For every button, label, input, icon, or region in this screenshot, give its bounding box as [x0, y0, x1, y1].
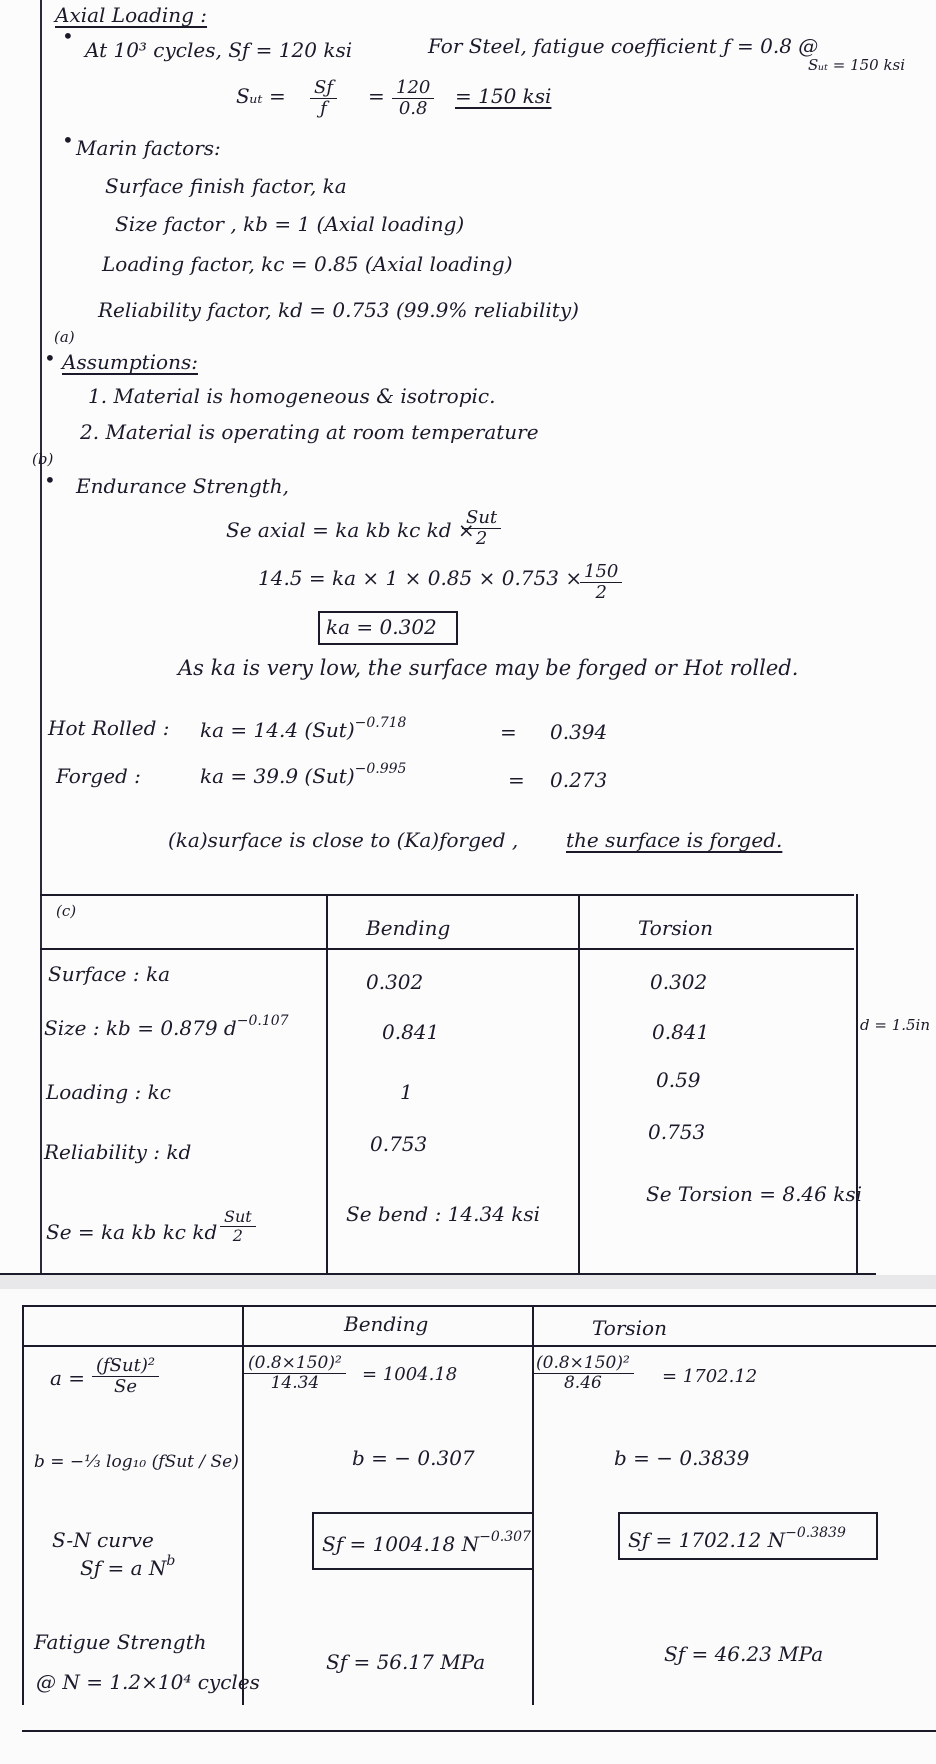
sut-equals: =	[368, 84, 385, 108]
table-rule	[22, 1730, 936, 1732]
a-bending-value: = 1004.18	[362, 1364, 458, 1385]
se-bend-value: Se bend : 14.34 ksi	[346, 1202, 541, 1226]
cell-bending-reliability: 0.753	[370, 1132, 428, 1156]
table-rule	[40, 894, 854, 896]
sn-torsion-equation	[628, 1525, 846, 1552]
hot-rolled-eqsign: =	[500, 720, 517, 744]
table-rule	[22, 1345, 936, 1347]
steel-note: For Steel, fatigue coefficient ƒ = 0.8 @	[428, 34, 819, 58]
se-substitution-fraction	[580, 562, 622, 603]
forged-equation-text: ka = 39.9 (Sut)	[200, 764, 355, 788]
hot-rolled-label: Hot Rolled :	[48, 716, 170, 740]
cycles-line: At 10³ cycles, Sƒ = 120 ksi	[85, 38, 353, 62]
a-torsion-numerator: (0.8×150)²	[532, 1354, 634, 1374]
forged-eqsign: =	[508, 768, 525, 792]
cell-bending-loading: 1	[400, 1080, 413, 1104]
se-formula-fraction	[220, 1208, 256, 1244]
b-label: b = −⅓ log₁₀ (ƒSut / Se)	[34, 1452, 239, 1472]
surface-factor-line: Surface finish factor, ka	[105, 174, 347, 198]
se-substitution: 14.5 = ka × 1 × 0.85 × 0.753 ×	[258, 566, 583, 590]
row-label-size	[44, 1013, 289, 1040]
se-axial-fraction	[462, 508, 501, 549]
a-label: a =	[50, 1366, 86, 1390]
cell-torsion-surface: 0.302	[650, 970, 708, 994]
se-substitution-denominator: 2	[595, 581, 607, 603]
sn-torsion-exponent: −0.3839	[785, 1525, 846, 1541]
a-bending-fraction	[244, 1354, 346, 1392]
a-torsion-value: = 1702.12	[662, 1366, 758, 1387]
sut-value-numerator: 120	[392, 78, 434, 99]
fs-torsion-value: Sƒ = 46.23 MPa	[664, 1642, 824, 1666]
cell-torsion-loading: 0.59	[656, 1068, 701, 1092]
sn-curve-formula-text: Sƒ = a N	[80, 1556, 167, 1580]
se-axial-denominator: 2	[475, 527, 488, 549]
table-divider	[326, 894, 328, 1274]
row-label-reliability: Reliability : kd	[44, 1140, 192, 1164]
sut-value-fraction	[392, 78, 434, 119]
bullet: •	[62, 128, 74, 152]
se-torsion-value: Se Torsion = 8.46 ksi	[646, 1182, 863, 1206]
table-divider	[856, 894, 858, 1274]
conclusion-text: (ka)surface is close to (Ka)forged ,	[168, 828, 519, 852]
hot-rolled-exponent: −0.718	[354, 715, 407, 731]
fs-bending-value: Sƒ = 56.17 MPa	[326, 1650, 486, 1674]
se-formula-label: Se = ka kb kc kd	[46, 1220, 218, 1244]
a-torsion-denominator: 8.46	[563, 1372, 602, 1393]
marin-heading: Marin factors:	[76, 136, 221, 160]
conclusion-forged: the surface is forged.	[566, 828, 783, 852]
axial-loading-heading: Axial Loading :	[55, 3, 208, 27]
column-header-torsion: Torsion	[592, 1316, 667, 1340]
cell-bending-surface: 0.302	[366, 970, 424, 994]
a-bending-denominator: 14.34	[270, 1372, 320, 1393]
table-divider	[22, 1305, 24, 1705]
margin-line	[40, 0, 42, 1275]
forged-exponent: −0.995	[354, 761, 407, 777]
ka-low-note: As ka is very low, the surface may be forged or Hot rolled.	[178, 656, 799, 680]
label-b: (b)	[32, 450, 54, 468]
sn-curve-exponent: b	[166, 1553, 176, 1569]
sn-torsion-text: Sƒ = 1702.12 N	[628, 1528, 786, 1552]
assumption-1: 1. Material is homogeneous & isotropic.	[88, 384, 496, 408]
se-formula-denominator: 2	[232, 1225, 243, 1245]
sut-fraction-denominator: ƒ	[320, 97, 327, 119]
sn-curve-formula	[80, 1553, 176, 1580]
bullet: •	[44, 468, 56, 492]
forged-equation	[200, 761, 407, 788]
b-torsion-value: b = − 0.3839	[614, 1446, 750, 1470]
sheet-gap	[0, 1275, 936, 1289]
label-c: (c)	[56, 902, 77, 920]
a-label-numerator: (ƒSut)²	[92, 1356, 159, 1377]
a-label-denominator: Se	[114, 1375, 138, 1397]
sut-note: Sᵤₜ = 150 ksi	[808, 56, 906, 74]
size-factor-line: Size factor , kb = 1 (Axial loading)	[115, 212, 465, 236]
label-a: (a)	[54, 328, 75, 346]
a-bending-numerator: (0.8×150)²	[244, 1354, 346, 1374]
row-label-loading: Loading : kc	[46, 1080, 171, 1104]
loading-factor-line: Loading factor, kc = 0.85 (Axial loading)	[102, 252, 513, 276]
sn-curve-label: S-N curve	[52, 1528, 154, 1552]
se-axial-equation: Se axial = ka kb kc kd ×	[226, 518, 475, 542]
column-header-bending: Bending	[344, 1312, 429, 1336]
hot-rolled-equation	[200, 715, 407, 742]
column-header-torsion: Torsion	[638, 916, 713, 940]
reliability-factor-line: Reliability factor, kd = 0.753 (99.9% reliability)	[98, 298, 579, 322]
sn-bending-exponent: −0.307	[479, 1529, 531, 1545]
sut-value-denominator: 0.8	[398, 97, 428, 119]
sn-bending-text: Sƒ = 1004.18 N	[322, 1532, 480, 1556]
size-exponent: −0.107	[236, 1013, 289, 1029]
fatigue-strength-label: Fatigue Strength	[34, 1630, 207, 1654]
se-axial-numerator: Sut	[462, 508, 501, 529]
sut-fraction-numerator: Sƒ	[310, 78, 337, 99]
forged-value: 0.273	[550, 768, 608, 792]
sut-result: = 150 ksi	[455, 84, 552, 108]
endurance-heading: Endurance Strength,	[76, 474, 290, 498]
table-rule	[40, 948, 854, 950]
bullet: •	[44, 346, 56, 370]
b-bending-value: b = − 0.307	[352, 1446, 475, 1470]
column-header-bending: Bending	[366, 916, 451, 940]
sn-bending-equation	[322, 1529, 531, 1556]
assumption-2: 2. Material is operating at room temperature	[80, 420, 539, 444]
sut-fraction	[310, 78, 337, 119]
se-substitution-numerator: 150	[580, 562, 622, 583]
fatigue-strength-cycles: @ N = 1.2×10⁴ cycles	[36, 1670, 260, 1694]
row-label-surface: Surface : ka	[48, 962, 171, 986]
se-formula-numerator: Sut	[220, 1208, 256, 1227]
hot-rolled-equation-text: ka = 14.4 (Sut)	[200, 718, 355, 742]
a-torsion-fraction	[532, 1354, 634, 1392]
cell-torsion-size: 0.841	[652, 1020, 710, 1044]
row-label-size-text: Size : kb = 0.879 d	[44, 1016, 237, 1040]
table-divider	[578, 894, 580, 1274]
diameter-note: d = 1.5in	[860, 1016, 931, 1034]
sut-lhs: Sᵤₜ =	[236, 84, 286, 108]
cell-torsion-reliability: 0.753	[648, 1120, 706, 1144]
assumptions-heading: Assumptions:	[62, 350, 198, 374]
hot-rolled-value: 0.394	[550, 720, 608, 744]
forged-label: Forged :	[56, 764, 141, 788]
bullet: •	[62, 24, 74, 48]
a-label-fraction	[92, 1356, 159, 1397]
table-rule	[22, 1305, 936, 1307]
cell-bending-size: 0.841	[382, 1020, 440, 1044]
ka-result: ka = 0.302	[326, 615, 437, 639]
